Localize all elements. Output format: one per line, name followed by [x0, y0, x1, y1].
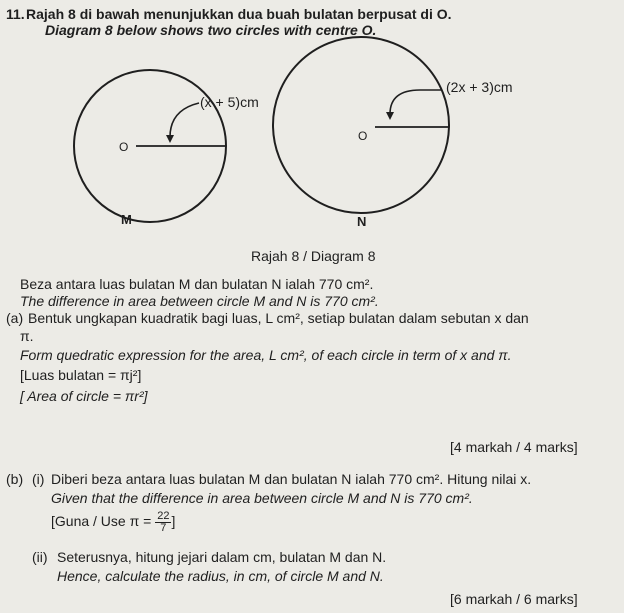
part-b-ii-english: Hence, calculate the radius, in cm, of circle M and N.: [57, 568, 384, 584]
question-number: 11.: [6, 6, 25, 22]
circle-n-arrowhead: [386, 112, 394, 120]
part-b-i-malay: Diberi beza antara luas bulatan M dan bulatan N ialah 770 cm². Hitung nilai x.: [51, 471, 532, 487]
circle-n-radius-arrow: [390, 90, 442, 114]
use-pi-suffix: ]: [171, 513, 176, 530]
circle-n: [273, 37, 449, 213]
part-b-label: (b): [6, 471, 24, 487]
pi-fraction-numerator: 22: [157, 510, 170, 522]
part-a-malay-line2: π.: [20, 328, 34, 344]
use-pi-prefix: [Guna / Use π =: [51, 513, 152, 530]
circle-n-centre-label: O: [358, 129, 368, 143]
intro-english: Diagram 8 below shows two circles with centre O.: [45, 22, 377, 38]
part-a-marks: [4 markah / 4 marks]: [450, 439, 578, 455]
circle-m-centre-label: O: [119, 140, 129, 154]
circle-m-radius-arrow: [170, 103, 199, 137]
circles-diagram: [0, 0, 624, 280]
part-a-formula-malay: [Luas bulatan = πj²]: [20, 367, 142, 383]
stem-english: The difference in area between circle M and N is 770 cm².: [20, 293, 379, 309]
part-b-ii-label: (ii): [32, 549, 48, 565]
part-a-formula-english: [ Area of circle = πr²]: [20, 388, 148, 404]
use-pi-hint: [51, 511, 175, 534]
intro-malay: Rajah 8 di bawah menunjukkan dua buah bulatan berpusat di O.: [26, 6, 452, 22]
circle-n-name-label: N: [357, 214, 367, 229]
circle-n-radius-label: (2x + 3)cm: [446, 79, 513, 95]
pi-fraction-denominator: 7: [160, 522, 167, 534]
pi-fraction: [155, 511, 171, 534]
part-b-i-label: (i): [32, 471, 45, 487]
circle-m-radius-label: (x + 5)cm: [200, 94, 259, 110]
circle-m-arrowhead: [166, 135, 174, 143]
part-a-malay-line1: Bentuk ungkapan kuadratik bagi luas, L cm², setiap bulatan dalam sebutan x dan: [28, 310, 529, 326]
circle-m-name-label: M: [121, 212, 132, 227]
part-a-label: (a): [6, 310, 24, 326]
part-b-i-english: Given that the difference in area between circle M and N is 770 cm².: [51, 490, 473, 506]
part-a-english: Form quedratic expression for the area, L cm², of each circle in term of x and π.: [20, 347, 512, 363]
part-b-marks: [6 markah / 6 marks]: [450, 591, 578, 607]
stem-malay: Beza antara luas bulatan M dan bulatan N ialah 770 cm².: [20, 276, 374, 292]
diagram-caption: Rajah 8 / Diagram 8: [251, 248, 376, 264]
part-b-ii-malay: Seterusnya, hitung jejari dalam cm, bulatan M dan N.: [57, 549, 387, 565]
